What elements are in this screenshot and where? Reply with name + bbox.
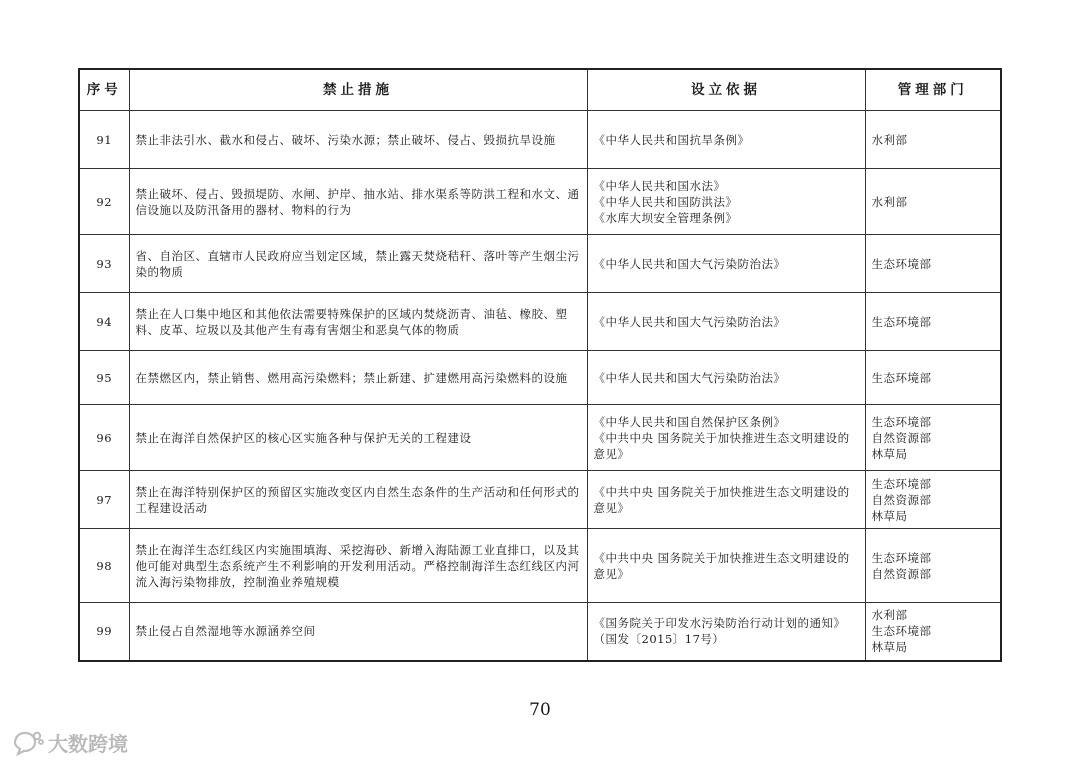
basis-line: 《中华人民共和国大气污染防治法》 — [593, 256, 786, 271]
row-number: 93 — [79, 235, 129, 293]
basis-line: （国发〔2015〕17号） — [593, 632, 725, 647]
header-dept: 管理部门 — [865, 69, 1001, 111]
department-line: 水利部 — [871, 132, 908, 147]
department-line: 林草局 — [871, 640, 908, 655]
table-row — [79, 293, 1001, 351]
basis-line: 《中华人民共和国大气污染防治法》 — [593, 314, 786, 329]
basis-line: 《中共中央 国务院关于加快推进生态文明建设的 — [593, 430, 850, 445]
department-line: 生态环境部 — [871, 370, 932, 385]
department-line: 林草局 — [871, 446, 908, 461]
chat-bubble-logo-icon — [10, 730, 44, 756]
regulation-table-wrapper — [78, 68, 1000, 662]
basis-line: 意见》 — [593, 446, 630, 461]
row-basis — [587, 529, 865, 603]
basis-line: 《中华人民共和国大气污染防治法》 — [593, 370, 786, 385]
table-row — [79, 169, 1001, 235]
row-department — [865, 351, 1001, 405]
row-measure: 省、自治区、直辖市人民政府应当划定区域，禁止露天焚烧秸秆、落叶等产生烟尘污染的物质 — [129, 235, 587, 293]
department-line: 生态环境部 — [871, 550, 932, 565]
table-row — [79, 351, 1001, 405]
table-row — [79, 111, 1001, 169]
row-measure: 禁止非法引水、截水和侵占、破坏、污染水源；禁止破坏、侵占、毁损抗旱设施 — [129, 111, 587, 169]
row-department — [865, 235, 1001, 293]
row-number: 97 — [79, 471, 129, 529]
row-basis — [587, 235, 865, 293]
basis-line: 《中华人民共和国抗旱条例》 — [593, 132, 750, 147]
basis-line: 《国务院关于印发水污染防治行动计划的通知》 — [593, 616, 846, 631]
department-line: 生态环境部 — [871, 314, 932, 329]
department-line: 林草局 — [871, 508, 908, 523]
table-body — [79, 111, 1001, 661]
department-line: 自然资源部 — [871, 492, 932, 507]
row-basis — [587, 169, 865, 235]
basis-line: 《中共中央 国务院关于加快推进生态文明建设的 — [593, 550, 850, 565]
prohibition-measures-table — [78, 68, 1002, 662]
row-basis — [587, 603, 865, 661]
department-line: 水利部 — [871, 608, 908, 623]
basis-line: 《中华人民共和国水法》 — [593, 178, 726, 193]
table-row — [79, 405, 1001, 471]
row-basis — [587, 405, 865, 471]
row-measure: 禁止在海洋生态红线区内实施围填海、采挖海砂、新增入海陆源工业直排口，以及其他可能对典型生态系统产生不利影响的开发利用活动。严格控制海洋生态红线区内河流入海污染物排放，控制渔业养殖规模 — [129, 529, 587, 603]
department-line: 生态环境部 — [871, 256, 932, 271]
department-line: 自然资源部 — [871, 430, 932, 445]
department-line: 生态环境部 — [871, 414, 932, 429]
row-department — [865, 293, 1001, 351]
header-basis: 设立依据 — [587, 69, 865, 111]
basis-line: 《水库大坝安全管理条例》 — [593, 210, 738, 225]
row-measure: 禁止在海洋自然保护区的核心区实施各种与保护无关的工程建设 — [129, 405, 587, 471]
department-line: 生态环境部 — [871, 476, 932, 491]
row-basis — [587, 471, 865, 529]
row-measure: 禁止在人口集中地区和其他依法需要特殊保护的区域内焚烧沥青、油毡、橡胶、塑料、皮革、垃圾以及其他产生有毒有害烟尘和恶臭气体的物质 — [129, 293, 587, 351]
basis-line: 《中华人民共和国防洪法》 — [593, 194, 738, 209]
row-measure: 禁止在海洋特别保护区的预留区实施改变区内自然生态条件的生产活动和任何形式的工程建设活动 — [129, 471, 587, 529]
department-line: 自然资源部 — [871, 566, 932, 581]
row-number: 95 — [79, 351, 129, 405]
table-row — [79, 471, 1001, 529]
table-row — [79, 529, 1001, 603]
table-row — [79, 235, 1001, 293]
row-department — [865, 603, 1001, 661]
row-number: 91 — [79, 111, 129, 169]
watermark — [10, 728, 128, 757]
row-department — [865, 405, 1001, 471]
department-line: 水利部 — [871, 194, 908, 209]
row-basis — [587, 351, 865, 405]
table-row — [79, 603, 1001, 661]
row-department — [865, 169, 1001, 235]
row-number: 96 — [79, 405, 129, 471]
row-basis — [587, 293, 865, 351]
row-number: 94 — [79, 293, 129, 351]
department-line: 生态环境部 — [871, 624, 932, 639]
row-measure: 禁止破坏、侵占、毁损堤防、水闸、护岸、抽水站、排水渠系等防洪工程和水文、通信设施以及防汛备用的器材、物料的行为 — [129, 169, 587, 235]
row-measure: 在禁燃区内，禁止销售、燃用高污染燃料；禁止新建、扩建燃用高污染燃料的设施 — [129, 351, 587, 405]
row-number: 99 — [79, 603, 129, 661]
basis-line: 意见》 — [593, 500, 630, 515]
header-measure: 禁止措施 — [129, 69, 587, 111]
basis-line: 《中共中央 国务院关于加快推进生态文明建设的 — [593, 484, 850, 499]
row-department — [865, 529, 1001, 603]
basis-line: 《中华人民共和国自然保护区条例》 — [593, 414, 786, 429]
row-department — [865, 471, 1001, 529]
row-number: 98 — [79, 529, 129, 603]
row-number: 92 — [79, 169, 129, 235]
row-basis — [587, 111, 865, 169]
table-header-row — [79, 69, 1001, 111]
header-num: 序号 — [79, 69, 129, 111]
page-number: 70 — [529, 700, 551, 720]
row-measure: 禁止侵占自然湿地等水源涵养空间 — [129, 603, 587, 661]
basis-line: 意见》 — [593, 566, 630, 581]
watermark-text: 大数跨境 — [48, 732, 128, 756]
row-department — [865, 111, 1001, 169]
